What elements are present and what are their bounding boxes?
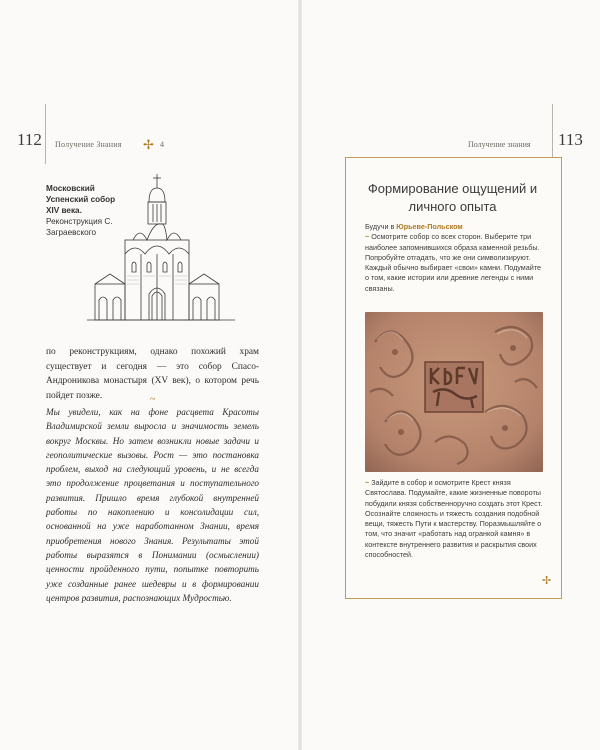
left-header-number: 4 [160,140,164,149]
panel-title: Формирование ощущений и личного опыта [367,181,538,214]
left-paragraph-text: по реконструкциям, однако похожий храм существует и сегодня — это собор Спасо-Андроникова монастыря (XV век), о котором речь пойдет позже. [46,347,259,401]
end-cross-icon: ✢ [542,575,552,587]
italic-summary-paragraph: Мы увидели, как на фоне расцвета Красоты Владимирской земли выросла и значимость земель вокруг Москвы. Но затем возникли новые задачи и геополитические вызовы. Рост — это постановка проблем, выход на следующий уровень, и не всегда это продолжение процветания и поступательного развития. Пришло время глубокой внутренней работы по накоплению и консолидации сил, основанной на уже наработанном Знании, время приобретения нового Знания. Результаты этой работы выразятся в Понимании (осмыслении) ценности пройденного пути, попытке повторить уже созданные ранее шедевры и в формировании центров развития, распознающих Мудростью. [46,407,259,603]
panel-step-one [365,222,543,294]
panel-step-two [365,478,543,560]
step-mark-icon: ~ [365,478,370,487]
left-page-number: 112 [17,130,42,149]
cross-ornament-icon: ✢ [143,137,154,152]
step-one-paragraph [365,232,543,294]
right-page-number: 113 [558,130,583,149]
step-two-paragraph [365,478,543,560]
panel-intro [365,222,543,232]
left-running-header: Получение Знания [55,140,122,149]
step-mark-icon: ~ [365,232,370,242]
left-header-rule [45,104,46,164]
stone-carving-photo [365,312,543,472]
right-header-rule [552,104,553,164]
book-spine [298,0,302,750]
section-separator: ~ [150,394,156,405]
intro-place: Юрьеве-Польском [396,222,463,231]
caption-subtitle: Реконструкция С. Заграевского [46,217,113,237]
caption-title: Московский Успенский собор XIV века. [46,184,116,215]
step-one-text: Осмотрите собор со всех сторон. Выберите три наиболее запомнившихся образа каменной резьбы. Попробуйте отгадать, что же они символизируют. Каждый обычно выбирает «свои» камни. Подумайте о том, какие истории или древние легенды с ними связаны. [365,232,541,293]
cathedral-illustration [85,172,255,332]
step-two-text: Зайдите в собор и осмотрите Крест князя Святослава. Подумайте, какие жизненные повороты побудили князя собственноручно создать этот Крест. Осознайте сложность и тяжесть создания подобной вещи, тяжесть Пути к мастерству. Поразмышляйте о том, что значит «работать над огранкой камня» в контексте внутреннего развития и раскрытия своих способностей. [365,478,543,560]
intro-prefix: Будучи в [365,222,397,231]
right-running-header: Получение знания [468,140,531,149]
